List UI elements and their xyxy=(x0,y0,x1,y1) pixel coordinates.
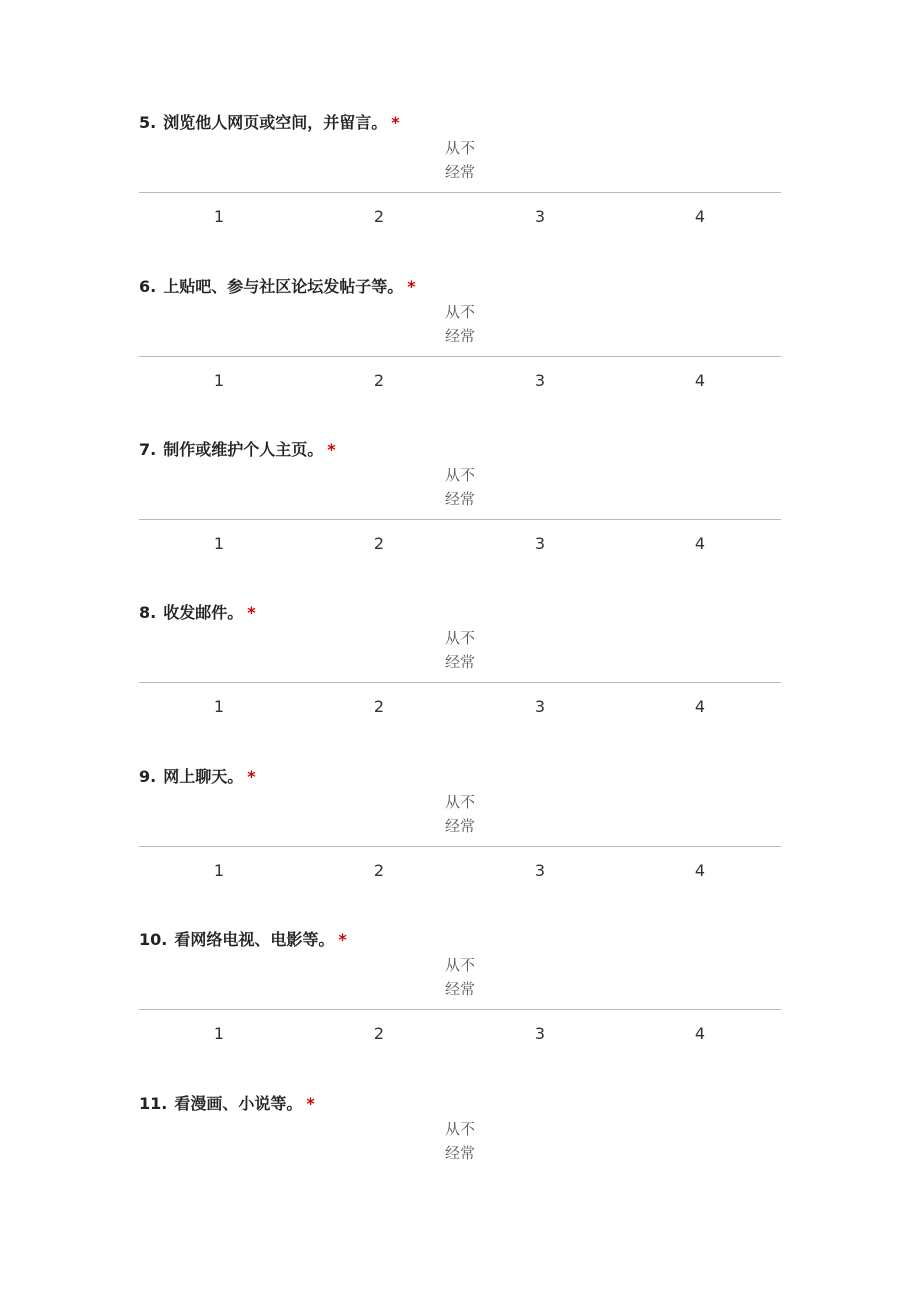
rating-option-3[interactable]: 3 xyxy=(534,697,546,716)
divider xyxy=(139,682,781,683)
divider xyxy=(139,519,781,520)
rating-option-1[interactable]: 1 xyxy=(213,371,225,390)
rating-option-2[interactable]: 2 xyxy=(373,861,385,880)
rating-option-1[interactable]: 1 xyxy=(213,207,225,226)
question-title xyxy=(139,766,256,788)
rating-scale xyxy=(139,1021,781,1047)
scale-label-never: 从不 xyxy=(444,466,475,484)
scale-label-never: 从不 xyxy=(444,956,475,974)
rating-option-2[interactable]: 2 xyxy=(373,207,385,226)
required-asterisk: * xyxy=(247,767,256,786)
rating-scale xyxy=(139,204,781,230)
rating-option-1[interactable]: 1 xyxy=(213,534,225,553)
question-text: 上贴吧、参与社区论坛发帖子等。 xyxy=(163,277,404,296)
rating-scale xyxy=(139,531,781,557)
question-number: 10. xyxy=(139,930,168,949)
scale-label-often: 经常 xyxy=(444,817,475,835)
rating-option-1[interactable]: 1 xyxy=(213,697,225,716)
rating-option-2[interactable]: 2 xyxy=(373,697,385,716)
scale-label-often: 经常 xyxy=(444,980,475,998)
scale-label-often: 经常 xyxy=(444,653,475,671)
question-text: 收发邮件。 xyxy=(163,603,244,622)
question-text: 看漫画、小说等。 xyxy=(174,1094,303,1113)
rating-option-2[interactable]: 2 xyxy=(373,534,385,553)
rating-scale xyxy=(139,368,781,394)
question-number: 5. xyxy=(139,113,157,132)
question-title xyxy=(139,1093,315,1115)
divider xyxy=(139,846,781,847)
rating-scale xyxy=(139,694,781,720)
scale-labels xyxy=(139,790,781,838)
required-asterisk: * xyxy=(391,113,400,132)
question-text: 看网络电视、电影等。 xyxy=(174,930,335,949)
rating-option-3[interactable]: 3 xyxy=(534,1024,546,1043)
scale-labels xyxy=(139,463,781,511)
question-title xyxy=(139,112,400,134)
scale-labels xyxy=(139,626,781,674)
question-number: 8. xyxy=(139,603,157,622)
rating-option-4[interactable]: 4 xyxy=(694,534,706,553)
scale-label-never: 从不 xyxy=(444,303,475,321)
rating-option-4[interactable]: 4 xyxy=(694,207,706,226)
rating-option-2[interactable]: 2 xyxy=(373,371,385,390)
scale-label-often: 经常 xyxy=(444,163,475,181)
rating-scale xyxy=(139,858,781,884)
rating-option-4[interactable]: 4 xyxy=(694,861,706,880)
question-number: 9. xyxy=(139,767,157,786)
scale-labels xyxy=(139,136,781,184)
question-number: 11. xyxy=(139,1094,168,1113)
scale-labels xyxy=(139,300,781,348)
scale-labels xyxy=(139,953,781,1001)
question-title xyxy=(139,929,347,951)
question-title xyxy=(139,276,416,298)
rating-option-3[interactable]: 3 xyxy=(534,207,546,226)
scale-label-never: 从不 xyxy=(444,793,475,811)
rating-option-4[interactable]: 4 xyxy=(694,371,706,390)
question-text: 浏览他人网页或空间，并留言。 xyxy=(163,113,388,132)
question-number: 6. xyxy=(139,277,157,296)
scale-label-never: 从不 xyxy=(444,1120,475,1138)
rating-option-1[interactable]: 1 xyxy=(213,861,225,880)
required-asterisk: * xyxy=(247,603,256,622)
required-asterisk: * xyxy=(327,440,336,459)
question-text: 制作或维护个人主页。 xyxy=(163,440,324,459)
rating-option-1[interactable]: 1 xyxy=(213,1024,225,1043)
divider xyxy=(139,1009,781,1010)
scale-label-never: 从不 xyxy=(444,629,475,647)
scale-labels xyxy=(139,1117,781,1165)
question-title xyxy=(139,439,336,461)
rating-option-4[interactable]: 4 xyxy=(694,1024,706,1043)
scale-label-often: 经常 xyxy=(444,490,475,508)
question-text: 网上聊天。 xyxy=(163,767,244,786)
rating-option-3[interactable]: 3 xyxy=(534,371,546,390)
required-asterisk: * xyxy=(407,277,416,296)
rating-option-3[interactable]: 3 xyxy=(534,534,546,553)
divider xyxy=(139,192,781,193)
divider xyxy=(139,356,781,357)
scale-label-often: 经常 xyxy=(444,327,475,345)
required-asterisk: * xyxy=(338,930,347,949)
rating-option-2[interactable]: 2 xyxy=(373,1024,385,1043)
question-title xyxy=(139,602,256,624)
scale-label-never: 从不 xyxy=(444,139,475,157)
question-number: 7. xyxy=(139,440,157,459)
required-asterisk: * xyxy=(306,1094,315,1113)
rating-option-3[interactable]: 3 xyxy=(534,861,546,880)
rating-option-4[interactable]: 4 xyxy=(694,697,706,716)
scale-label-often: 经常 xyxy=(444,1144,475,1162)
